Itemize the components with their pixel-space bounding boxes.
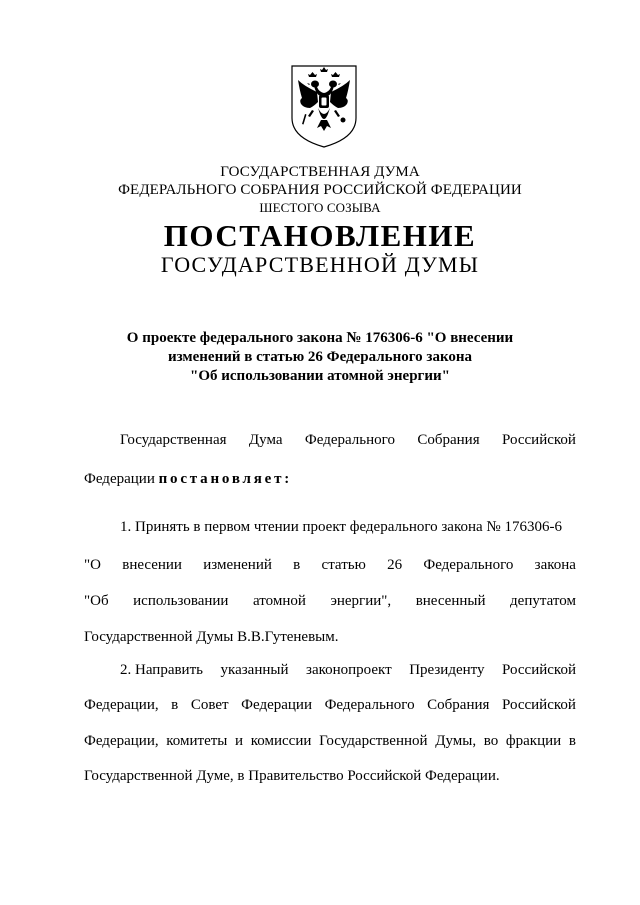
preamble-line [84,469,576,489]
word: Президенту [409,662,485,678]
subject-line: "Об использовании атомной энергии" [190,368,450,384]
word: Государственная [120,432,227,448]
word: Совет [190,697,229,713]
word: статью [321,557,366,573]
word: закона [534,557,576,573]
word: Государственной [319,733,428,749]
organization-name: ГОСУДАРСТВЕННАЯ ДУМА [220,164,420,180]
subject-line: изменений в статью 26 Федерального закона [167,349,473,365]
word: 26 [387,557,403,573]
word: Думы, [435,733,477,749]
word: указанный [220,662,289,678]
resolves-keyword: постановляет: [158,471,293,487]
preamble-text: Федерации [84,471,159,487]
word: комиссии [250,733,312,749]
word: законопроект [306,662,392,678]
word: Федерального [423,557,514,573]
document-type: ПОСТАНОВЛЕНИЕ [163,218,477,253]
item-1-line [84,591,576,611]
word: использовании [133,593,229,609]
word: комитеты [166,733,228,749]
subject-line: О проекте федерального закона № 176306-6 "О внесении [126,330,514,346]
word: 2. Направить [120,662,203,678]
word: Российской [502,662,576,678]
word: фракции [505,733,562,749]
word: "Об [84,593,109,609]
word: Федерации, [84,733,159,749]
item-1-line: Государственной Думы В.В.Гутеневым. [84,629,339,645]
word: Дума [248,432,283,448]
organization-parent-name: ФЕДЕРАЛЬНОГО СОБРАНИЯ РОССИЙСКОЙ ФЕДЕРАЦИИ [118,182,522,198]
word: Федерального [304,432,395,448]
word: в [568,733,576,749]
item-2-line [84,731,576,751]
word: во [483,733,499,749]
preamble-line [120,430,576,450]
word: атомной [253,593,306,609]
word: Собрания [417,432,480,448]
russian-coat-of-arms-icon [288,62,360,150]
word: в [293,557,301,573]
convocation: ШЕСТОГО СОЗЫВА [259,200,381,215]
word: внесении [122,557,182,573]
word: изменений [203,557,272,573]
item-1-line [84,555,576,575]
word: Федерального [324,697,415,713]
word: депутатом [510,593,576,609]
word: Российской [502,432,576,448]
word: "О [84,557,101,573]
word: и [235,733,244,749]
word: в [171,697,179,713]
item-2-line: Государственной Думе, в Правительство Российской Федерации. [84,768,500,784]
item-2-line [120,660,576,680]
item-1-line [120,517,576,537]
word: Собрания [427,697,490,713]
item-1-text: 1. Принять в первом чтении проект федерального закона № 176306-6 [120,519,562,535]
item-2-line [84,695,576,715]
word: Российской [502,697,576,713]
word: внесенный [415,593,486,609]
word: Федерации, [84,697,159,713]
word: энергии", [330,593,392,609]
word: Федерации [241,697,312,713]
document-issuer: ГОСУДАРСТВЕННОЙ ДУМЫ [160,252,480,277]
